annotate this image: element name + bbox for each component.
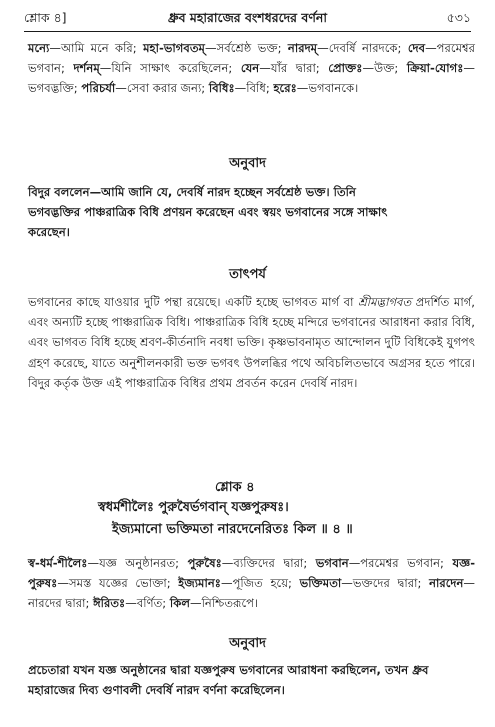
synonym-term: স্ব-ধর্ম-শীলৈঃ [28, 556, 88, 570]
synonym-meaning: ব্যক্তিদের দ্বারা; [233, 556, 308, 570]
synonym-term: ভক্তিমতা [299, 576, 342, 590]
verse-line-1: স্বধর্মশীলৈঃ পুরুষৈর্ভগবান্ যজ্ঞপুরুষঃ। [98, 500, 289, 515]
synonym-term: নারদেন [429, 576, 464, 590]
header-rule [24, 31, 471, 32]
synonym-meaning: আমি মনে করি; [60, 41, 137, 55]
synonym-meaning: সমস্ত যজ্ঞের ভোক্তা; [68, 576, 171, 590]
synonym-meaning: পরমেশ্বর ভগবান; [360, 556, 444, 570]
synonym-term: পরিচর্যা [81, 81, 116, 95]
page-header [24, 6, 471, 30]
page-number: ৫৩১ [446, 10, 471, 25]
synonym-term: যজ্ঞ-পুরুষঃ [28, 556, 476, 590]
synonym-meaning: ভগবানকে। [308, 81, 359, 95]
synonym-meaning: যিনি সাক্ষাৎ করেছিলেন; [111, 61, 233, 75]
synonym-term: কিল [169, 596, 190, 610]
synonym-meaning: ভগবদ্ভক্তি; [28, 81, 78, 95]
synonym-term: ইজ্যমানঃ [178, 576, 221, 590]
verse-line-2: ইজ্যমানো ভক্তিমতা নারদেনেরিতঃ কিল ॥ ৪ ॥ [112, 522, 353, 537]
synonyms-block: মন্যে—আমি মনে করি; মহা-ভাগবতম্—সর্বশ্রেষ্ঠ ভক্ত; নারদম্—দেবর্ষি নারদকে; দেব—পরমেশ্বর ভগবান; দর্শনম্—যিনি সাক্ষাৎ করেছিলেন; যেন—যাঁর দ্বারা; প্রোক্তঃ—উক্ত; ক্রিয়া-যোগঃ—ভগবদ্ভক্তি; পরিচর্যা—সেবা করার জন্য; বিধিঃ—বিধি; হরেঃ—ভগবানকে। [28, 41, 476, 95]
synonym-term: বিধিঃ [208, 81, 235, 95]
synonym-meaning: পূজিত হয়ে; [232, 576, 292, 590]
synonym-term: নারদম্ [287, 41, 318, 55]
synonym-meaning: সর্বশ্রেষ্ঠ ভক্ত; [216, 41, 282, 55]
synonym-term: পুরুষৈঃ [187, 556, 222, 570]
synonyms-block-2: স্ব-ধর্ম-শীলৈঃ—যজ্ঞ অনুষ্ঠানরত; পুরুষৈঃ—ব্যক্তিদের দ্বারা; ভগবান—পরমেশ্বর ভগবান; যজ্ঞ-পুরুষঃ—সমস্ত যজ্ঞের ভোক্তা; ইজ্যমানঃ—পূজিত হয়ে; ভক্তিমতা—ভক্তদের দ্বারা; নারদেন—নারদের দ্বারা; ঈরিতঃ—বর্ণিত; কিল—নিশ্চিতরূপে। [28, 556, 476, 610]
synonym-term: ঈরিতঃ [93, 596, 126, 610]
synonym-meaning: বিধি; [246, 81, 270, 95]
synonym-term: মহা-ভাগবতম্ [143, 41, 205, 55]
verse-number: শ্লোক ৪ [215, 480, 255, 495]
purport-text: ভগবানের কাছে যাওয়ার দুটি পন্থা রয়েছে। একটি হচ্ছে ভাগবত মার্গ বা শ্রীমদ্ভাগবত প্রদর্শিত মার্গ, এবং অন্যটি হচ্ছে পাঞ্চরাত্রিক বিধি। পাঞ্চরাত্রিক বিধি হচ্ছে মন্দিরে ভগবানের আরাধনা করার বিধি, এবং ভাগবত বিধি হচ্ছে শ্রবণ-কীর্তনাদি নবধা ভক্তি। কৃষ্ণভাবনামৃত আন্দোলন দুটি বিধিকেই যুগপৎ গ্রহণ করেছে, যাতে অনুশীলনকারী ভক্ত ভগবৎ উপলব্ধির পথে অবিচলিতভাবে অগ্রসর হতে পারে। বিদুর কর্তৃক উক্ত এই পাঞ্চরাত্রিক বিধির প্রথম প্রবর্তন করেন দেবর্ষি নারদ। [28, 295, 475, 390]
chapter-title: ধ্রুব মহারাজের বংশধরদের বর্ণনা [167, 10, 328, 25]
synonym-meaning: ভক্তদের দ্বারা; [352, 576, 422, 590]
synonym-meaning: দেবর্ষি নারদকে; [328, 41, 402, 55]
synonym-term: হরেঃ [273, 81, 297, 95]
synonym-term: প্রোক্তঃ [328, 61, 363, 75]
translation-heading-2: অনুবাদ [229, 636, 266, 651]
synonym-term: যেন [240, 61, 260, 75]
synonym-meaning: যাঁর দ্বারা; [270, 61, 320, 75]
synonym-term: ভগবান [315, 556, 349, 570]
book-title: শ্রীমদ্ভাগবত [358, 295, 412, 309]
translation-text: বিদুর বললেন—আমি জানি যে, দেবর্ষি নারদ হচ্ছেন সর্বশ্রেষ্ঠ ভক্ত। তিনি ভগবদ্ভক্তির পাঞ্চরাত্রিক বিধি প্রণয়ন করেছেন এবং স্বয়ং ভগবানের সঙ্গে সাক্ষাৎ করেছেন। [28, 185, 388, 239]
synonym-term: দর্শনম্ [73, 61, 100, 75]
synonym-meaning: বর্ণিত; [136, 596, 167, 610]
purport-heading: তাৎপর্য [229, 267, 266, 282]
synonym-meaning: যজ্ঞ অনুষ্ঠানরত; [99, 556, 180, 570]
verse-reference: শ্লোক ৪] [24, 10, 67, 25]
synonym-meaning: পরমেশ্বর ভগবান; [28, 41, 476, 75]
synonym-term: দেব [407, 41, 426, 55]
translation-text-2: প্রচেতারা যখন যজ্ঞ অনুষ্ঠানের দ্বারা যজ্ঞপুরুষ ভগবানের আরাধনা করছিলেন, তখন ধ্রুব মহারাজের দিব্য গুণাবলী দেবর্ষি নারদ বর্ণনা করেছিলেন। [28, 663, 429, 697]
synonym-meaning: সেবা করার জন্য; [126, 81, 206, 95]
synonym-meaning: উক্ত; [374, 61, 399, 75]
synonym-meaning: নিশ্চিতরূপে। [201, 596, 259, 610]
synonym-term: ক্রিয়া-যোগঃ [406, 61, 464, 75]
synonym-term: মন্যে [28, 41, 50, 55]
translation-heading: অনুবাদ [229, 156, 266, 171]
synonym-meaning: নারদের দ্বারা; [28, 596, 90, 610]
